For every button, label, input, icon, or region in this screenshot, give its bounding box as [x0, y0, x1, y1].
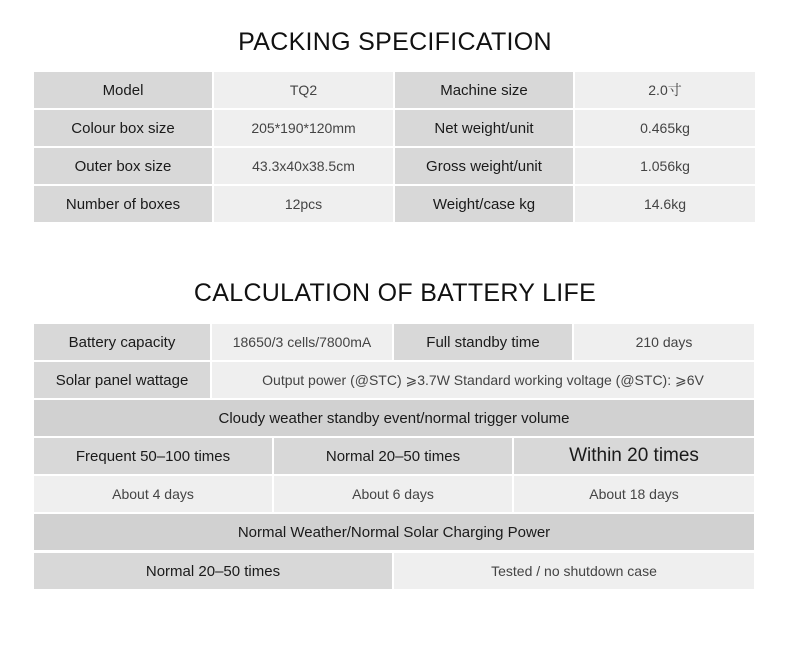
normal-weather-trigger-value: Tested / no shutdown case [394, 553, 754, 589]
model-value: TQ2 [214, 72, 393, 108]
machine-size-label: Machine size [395, 72, 573, 108]
within-20-trigger-label: Within 20 times [514, 438, 754, 474]
weight-per-case-value: 14.6kg [575, 186, 755, 222]
full-standby-time-label: Full standby time [394, 324, 572, 360]
cloudy-weather-header: Cloudy weather standby event/normal trigger volume [34, 400, 754, 436]
battery-title: CALCULATION OF BATTERY LIFE [193, 279, 597, 307]
outer-box-size-value: 43.3x40x38.5cm [214, 148, 393, 184]
number-of-boxes-value: 12pcs [214, 186, 393, 222]
frequent-trigger-label: Frequent 50–100 times [34, 438, 272, 474]
number-of-boxes-label: Number of boxes [34, 186, 212, 222]
solar-panel-wattage-label: Solar panel wattage [34, 362, 210, 398]
within-20-trigger-value: About 18 days [514, 476, 754, 512]
model-label: Model [34, 72, 212, 108]
gross-weight-value: 1.056kg [575, 148, 755, 184]
normal-weather-header: Normal Weather/Normal Solar Charging Power [34, 514, 754, 550]
net-weight-label: Net weight/unit [395, 110, 573, 146]
colour-box-size-value: 205*190*120mm [214, 110, 393, 146]
weight-per-case-label: Weight/case kg [395, 186, 573, 222]
battery-capacity-value: 18650/3 cells/7800mA [212, 324, 392, 360]
gross-weight-label: Gross weight/unit [395, 148, 573, 184]
normal-trigger-value: About 6 days [274, 476, 512, 512]
battery-capacity-label: Battery capacity [34, 324, 210, 360]
normal-trigger-label: Normal 20–50 times [274, 438, 512, 474]
frequent-trigger-value: About 4 days [34, 476, 272, 512]
machine-size-value: 2.0寸 [575, 72, 755, 108]
full-standby-time-value: 210 days [574, 324, 754, 360]
colour-box-size-label: Colour box size [34, 110, 212, 146]
packing-title: PACKING SPECIFICATION [238, 28, 552, 56]
normal-weather-trigger-label: Normal 20–50 times [34, 553, 392, 589]
outer-box-size-label: Outer box size [34, 148, 212, 184]
solar-panel-wattage-value: Output power (@STC) ⩾3.7W Standard working voltage (@STC): ⩾6V [212, 362, 754, 398]
net-weight-value: 0.465kg [575, 110, 755, 146]
